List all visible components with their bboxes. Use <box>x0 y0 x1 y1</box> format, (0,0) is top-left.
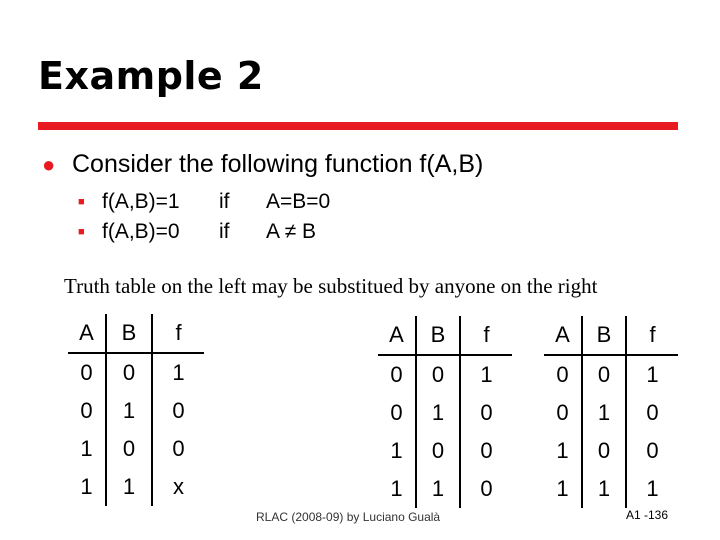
cell: 0 <box>582 432 626 470</box>
cell: 1 <box>556 438 569 463</box>
cell: 0 <box>106 430 152 468</box>
cell: 0 <box>626 394 678 432</box>
cell: 1 <box>416 470 460 508</box>
col-header-a: A <box>378 316 416 355</box>
cell: 1 <box>582 470 626 508</box>
table-row <box>68 468 204 506</box>
cell: 0 <box>460 432 512 470</box>
cell: 1 <box>582 394 626 432</box>
cell: 1 <box>152 353 204 392</box>
bullet-text: Consider the following function f(A,B) <box>72 150 484 178</box>
cell: 1 <box>390 476 403 501</box>
cell: 0 <box>80 398 93 423</box>
col-header-f: f <box>460 316 512 355</box>
sub-expression: f(A,B)=0 <box>102 220 180 243</box>
bullet-item <box>42 150 483 179</box>
cell: 1 <box>626 470 678 508</box>
sub-bullet-item <box>78 190 330 214</box>
cell: 1 <box>390 438 403 463</box>
cell: 1 <box>106 392 152 430</box>
sub-relation: A=B=0 <box>266 190 331 213</box>
col-header-a: A <box>544 316 582 355</box>
cell: 0 <box>460 394 512 432</box>
cell: 0 <box>582 355 626 394</box>
cell: 1 <box>626 355 678 394</box>
cell: 1 <box>556 476 569 501</box>
col-header-b: B <box>416 316 460 355</box>
cell: 0 <box>556 362 569 387</box>
table-row <box>544 394 678 432</box>
cell: 0 <box>106 353 152 392</box>
cell: 1 <box>80 474 93 499</box>
col-header-a: A <box>68 314 106 353</box>
square-bullet-icon: ■ <box>78 226 85 238</box>
page-number: A1 -136 <box>626 508 669 522</box>
table-row <box>68 392 204 430</box>
caption: Truth table on the left may be substitued by anyone on the right <box>64 274 598 298</box>
slide-title: Example 2 <box>38 54 264 98</box>
cell: 0 <box>460 470 512 508</box>
cell: x <box>152 468 204 506</box>
bullet-dot-icon: ● <box>42 151 56 177</box>
table-row <box>544 470 678 508</box>
col-header-f: f <box>626 316 678 355</box>
table-row <box>378 355 512 394</box>
truth-table-right <box>544 316 678 508</box>
table-row <box>378 432 512 470</box>
col-header-f: f <box>152 314 204 353</box>
cell: 0 <box>152 392 204 430</box>
sub-expression: f(A,B)=1 <box>102 190 180 213</box>
col-header-b: B <box>106 314 152 353</box>
table-row <box>68 353 204 392</box>
cell: 0 <box>416 432 460 470</box>
table-row <box>68 430 204 468</box>
sub-relation: A ≠ B <box>266 220 317 243</box>
cell: 1 <box>460 355 512 394</box>
table-row <box>378 394 512 432</box>
cell: 0 <box>626 432 678 470</box>
cell: 0 <box>390 400 403 425</box>
cell: 0 <box>152 430 204 468</box>
cell: 1 <box>106 468 152 506</box>
square-bullet-icon: ■ <box>78 196 85 208</box>
truth-table-middle <box>378 316 512 508</box>
truth-table-left <box>68 314 204 506</box>
title-underline <box>38 122 678 130</box>
sub-condition: if <box>219 190 230 213</box>
table-row <box>544 432 678 470</box>
col-header-b: B <box>582 316 626 355</box>
table-row <box>544 355 678 394</box>
cell: 0 <box>390 362 403 387</box>
cell: 0 <box>556 400 569 425</box>
table-row <box>378 470 512 508</box>
footer-credit: RLAC (2008-09) by Luciano Gualà <box>256 510 441 524</box>
cell: 0 <box>80 360 93 385</box>
cell: 0 <box>416 355 460 394</box>
sub-bullet-item <box>78 220 316 244</box>
cell: 1 <box>416 394 460 432</box>
sub-condition: if <box>219 220 230 243</box>
cell: 1 <box>80 436 93 461</box>
